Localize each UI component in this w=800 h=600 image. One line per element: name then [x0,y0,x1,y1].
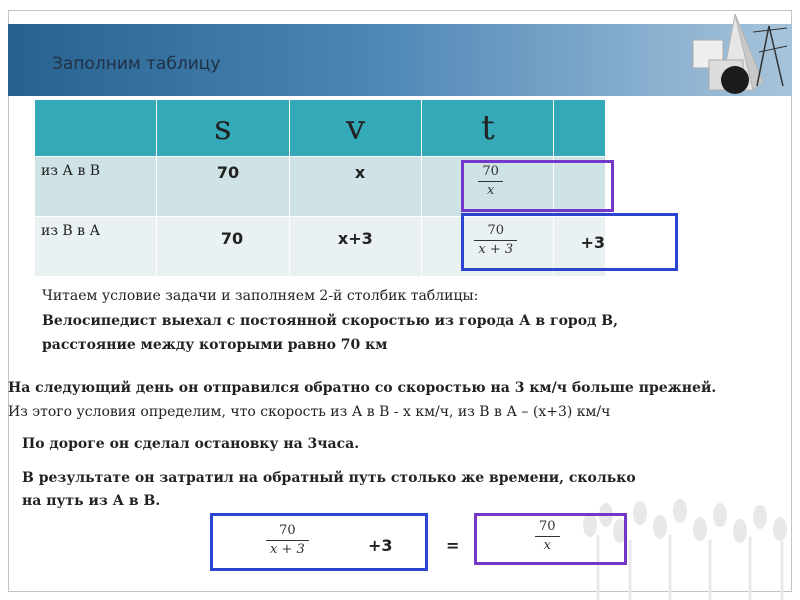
cell-v-value: x [354,163,366,182]
slide-title: Заполним таблицу [52,54,221,74]
cell-s-value: 70 [216,163,240,182]
highlight-box-blue [461,213,678,271]
instruction-line: Читаем условие задачи и заполняем 2-й столбик таблицы: [42,288,479,304]
equals-sign: = [446,536,460,555]
fraction-numerator: 70 [474,222,517,241]
cell-v-value: x+3 [337,229,373,248]
fraction-numerator: 70 [478,163,503,182]
plus-three-label: +3 [368,536,393,555]
condition-line: По дороге он сделал остановку на 3часа. [22,436,360,452]
condition-line: расстояние между которыми равно 70 км [42,337,388,353]
fraction-denominator: x + 3 [478,242,514,257]
cell-s-value: 70 [220,229,244,248]
fraction-denominator: x + 3 [270,542,305,557]
explanation-line: Из этого условия определим, что скорость из А в В - х км/ч, из В в А – (х+3) км/ч [8,404,611,420]
fraction-denominator: x [486,183,495,198]
highlight-box-purple [461,160,614,212]
cell-s [156,217,289,277]
fraction [266,522,309,559]
cell-s [156,157,289,217]
fraction-denominator: x [543,538,551,553]
condition-line: На следующий день он отправился обратно со скоростью на 3 км/ч больше прежней. [8,380,717,396]
header-empty-cell [35,100,157,157]
header-extra-cell [554,100,606,157]
cell-v [289,157,421,217]
equation-left-box [210,513,428,571]
cell-v [289,217,421,277]
header-s: s [156,100,289,157]
header-v: v [289,100,421,157]
fraction [535,518,560,555]
row-label: из А в В [35,157,157,217]
geometry-shapes-icon [683,2,793,98]
cell-extra-value: +3 [580,233,605,252]
condition-line: В результате он затратил на обратный путь столько же времени, сколько [22,470,636,486]
condition-line: Велосипедист выехал с постоянной скоростью из города А в город В, [42,313,618,329]
header-t: t [422,100,554,157]
fraction-numerator: 70 [535,518,560,537]
condition-line: на путь из А в В. [22,493,161,509]
table-header-row [35,100,606,157]
row-label: из В в А [35,217,157,277]
fraction-numerator: 70 [266,522,309,541]
